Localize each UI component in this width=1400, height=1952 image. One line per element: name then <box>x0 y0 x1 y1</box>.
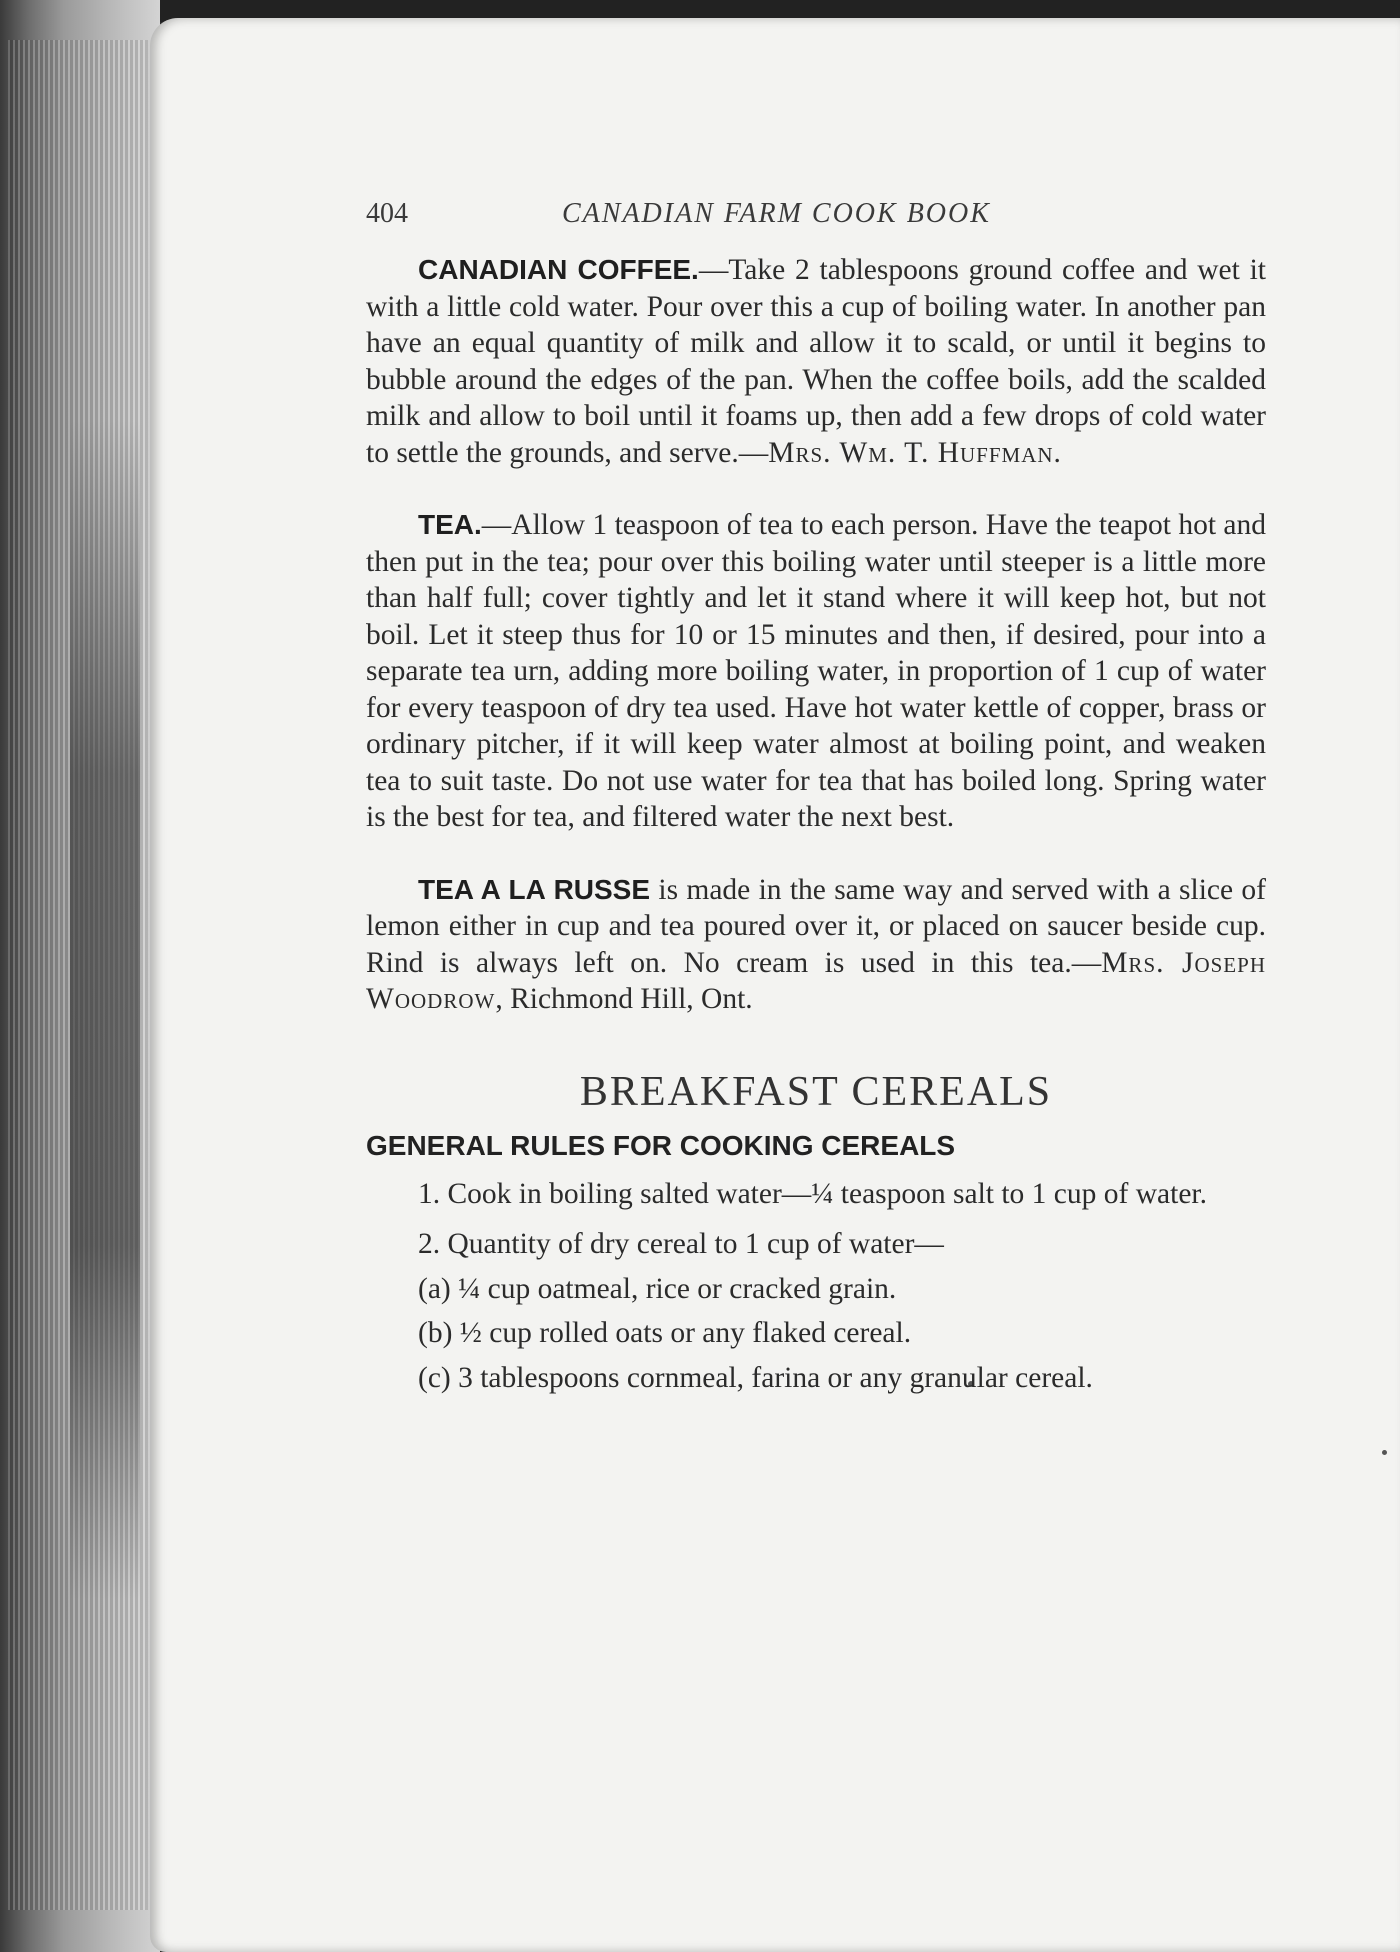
recipe-text: is made in the same way and served with a slice of lemon either in cup and tea poured over it, or placed on saucer beside cup. Rind is always left on. No cream is used in this tea.— <box>366 873 1266 979</box>
recipe-text: —Allow 1 teaspoon of tea to each person. Have the teapot hot and then put in the tea; pour over this boiling water until steeper is a little more than half full; cover tightly and let it stand where it will keep hot, but not boil. Let it steep thus for 10 or 15 minutes and then, if desired, pour into a separate tea urn, adding more boiling water, in proportion of 1 cup of water for every teaspoon of dry tea used. Have hot water kettle of copper, brass or ordinary pitcher, if it will keep water almost at boiling point, and weaken tea to suit taste. Do not use water for tea that has boiled long. Spring water is the best for tea, and filtered water the next best. <box>366 509 1266 833</box>
recipe-credit: Mrs. Wm. T. Huffman. <box>768 436 1062 469</box>
recipe-tea <box>366 507 1266 836</box>
recipe-title: TEA A LA RUSSE <box>418 873 651 905</box>
rule-item-b: (b) ½ cup rolled oats or any flaked cereal. <box>418 1317 912 1349</box>
recipe-credit-tail: , Richmond Hill, Ont. <box>495 983 753 1015</box>
recipe-tea-a-la-russe <box>366 872 1266 1018</box>
spine-stamp <box>70 420 140 1600</box>
recipe-title: CANADIAN COFFEE. <box>418 254 699 285</box>
recipe-canadian-coffee <box>366 252 1266 471</box>
rule-2: 2. Quantity of dry cereal to 1 cup of water— <box>418 1228 944 1260</box>
rule-item-c: (c) 3 tablespoons cornmeal, farina or any granular cereal. <box>418 1361 1093 1394</box>
page-number: 404 <box>366 198 408 229</box>
print-speck <box>1382 1450 1387 1455</box>
section-heading: BREAKFAST CEREALS <box>579 1068 1053 1115</box>
running-title: CANADIAN FARM COOK BOOK <box>562 198 991 229</box>
section-subheading: GENERAL RULES FOR COOKING CEREALS <box>366 1129 956 1161</box>
running-head <box>366 198 1266 238</box>
rule-1: 1. Cook in boiling salted water—¼ teaspoon salt to 1 cup of water. <box>418 1177 1207 1210</box>
rule-item-a: (a) ¼ cup oatmeal, rice or cracked grain. <box>418 1272 897 1305</box>
recipe-credit: Mrs. Joseph Woodrow <box>366 946 1266 1015</box>
recipe-title: TEA. <box>418 509 482 540</box>
page-content <box>366 198 1266 1396</box>
book-page-edges <box>0 0 160 1952</box>
recipe-text: —Take 2 tablespoons ground coffee and wet it with a little cold water. Pour over this a cup of boiling water. In another pan have an equal quantity of milk and allow it to scald, or until it begins to bubble around the edges of the pan. When the coffee boils, add the scalded milk and allow to boil until it foams up, then add a few drops of cold water to settle the grounds, and serve.— <box>366 254 1266 469</box>
